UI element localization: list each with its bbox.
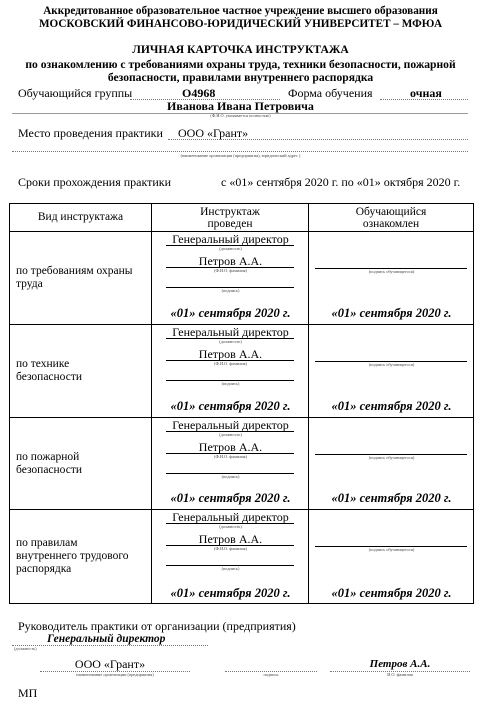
card-subtitle-2: безопасности, правилами внутреннего распорядка (107, 71, 374, 84)
instructor-position: Генеральный директор (172, 325, 289, 339)
signature-caption: (подпись) (221, 566, 240, 571)
conducted-cell (152, 510, 309, 604)
table-row (10, 232, 474, 325)
acquainted-date: «01» сентября 2020 г. (331, 306, 452, 320)
acquainted-cell (309, 325, 474, 418)
acquainted-cell (309, 232, 474, 325)
row-label-line1: по правилам (16, 537, 78, 549)
place-caption: (наименование организации (предприятия), юридический адрес ) (180, 153, 301, 158)
name-caption: (Ф.И.О. указывается полностью) (210, 113, 271, 118)
student-signature-caption: (подпись обучающегося) (368, 269, 415, 274)
supervisor-fio: Петров А.А. (369, 658, 431, 670)
row-type-cell (10, 510, 152, 604)
table-row (10, 418, 474, 510)
position-caption: (должность) (219, 246, 242, 251)
instructor-fio: Петров А.А. (198, 347, 263, 361)
institution-line-1: Аккредитованное образовательное частное учреждение высшего образования (43, 5, 438, 17)
stamp-place: МП (18, 686, 38, 700)
fio-caption: (Ф.И.О. фамилия) (214, 268, 247, 273)
row-type-cell (10, 325, 152, 418)
row-type-cell (10, 418, 152, 510)
student-signature-caption: (подпись обучающегося) (368, 547, 415, 552)
conducted-date: «01» сентября 2020 г. (170, 306, 291, 320)
table-row (10, 325, 474, 418)
row-label-line2: внутреннего трудового (16, 550, 129, 562)
acquainted-cell (309, 510, 474, 604)
instructor-fio: Петров А.А. (198, 254, 263, 268)
place-underline (168, 139, 468, 140)
table-header-row (10, 204, 474, 232)
period-value: с «01» сентября 2020 г. по «01» октября 2020 г. (221, 175, 461, 189)
instruction-table (9, 203, 474, 604)
conducted-cell (152, 232, 309, 325)
conducted-date: «01» сентября 2020 г. (170, 491, 291, 505)
row-label-line1: по технике (16, 358, 70, 370)
row-label-line2: безопасности (16, 371, 83, 383)
row-label-line3: распорядка (16, 563, 72, 575)
fio-caption: (Ф.И.О. фамилия) (214, 361, 247, 366)
student-signature-caption: (подпись обучающегося) (368, 455, 415, 460)
place-label: Место проведения практики (18, 126, 163, 140)
position-caption: (должность) (219, 524, 242, 529)
col-type-label: Вид инструктажа (37, 211, 124, 223)
conducted-cell (152, 325, 309, 418)
acquainted-date: «01» сентября 2020 г. (331, 491, 452, 505)
position-caption: (должность) (219, 432, 242, 437)
supervisor-position: Генеральный директор (47, 633, 166, 645)
col-acquainted-line1: Обучающийся (355, 206, 427, 218)
instructor-fio: Петров А.А. (198, 532, 263, 546)
supervisor-fio-caption: И.О. фамилия (387, 672, 413, 677)
card-subtitle-1: по ознакомлению с требованиями охраны труда, техники безопасности, пожарной (25, 58, 456, 71)
fio-caption: (Ф.И.О. фамилия) (214, 546, 247, 551)
conducted-cell (152, 418, 309, 510)
acquainted-date: «01» сентября 2020 г. (331, 399, 452, 413)
supervisor-org: ООО «Грант» (74, 657, 146, 671)
form-label: Форма обучения (288, 86, 373, 100)
acquainted-cell (309, 418, 474, 510)
conducted-date: «01» сентября 2020 г. (170, 586, 291, 600)
instructor-position: Генеральный директор (172, 232, 289, 246)
student-name: Иванова Ивана Петровича (167, 99, 314, 113)
position-caption: (должность) (219, 339, 242, 344)
row-label-line2: труда (16, 278, 43, 290)
row-label-line1: по требованиям охраны (16, 265, 133, 277)
instructor-position: Генеральный директор (172, 510, 289, 524)
signature-caption: (подпись) (221, 474, 240, 479)
fio-caption: (Ф.И.О. фамилия) (214, 454, 247, 459)
student-group-label: Обучающийся группы (18, 86, 133, 100)
col-acquainted-header (309, 204, 474, 232)
row-label-line2: безопасности (16, 463, 83, 476)
form-value: очная (410, 86, 442, 100)
supervisor-position-line (12, 645, 208, 646)
table-row (10, 510, 474, 604)
supervisor-sign-caption: подпись (263, 672, 279, 677)
institution-line-2: МОСКОВСКИЙ ФИНАНСОВО-ЮРИДИЧЕСКИЙ УНИВЕРСИТЕТ – МФЮА (38, 18, 443, 30)
period-label: Сроки прохождения практики (18, 175, 172, 189)
place-value: ООО «Грант» (178, 126, 249, 140)
signature-caption: (подпись) (221, 288, 240, 293)
signature-caption: (подпись) (221, 381, 240, 386)
col-acquainted-line2: ознакомлен (362, 218, 420, 230)
instructor-position: Генеральный директор (172, 418, 289, 432)
row-type-cell (10, 232, 152, 325)
supervisor-label: Руководитель практики от организации (предприятия) (18, 619, 296, 633)
col-conducted-line2: проведен (207, 218, 253, 230)
supervisor-org-caption: наименование организации (предприятия) (76, 672, 154, 677)
card-title: ЛИЧНАЯ КАРТОЧКА ИНСТРУКТАЖА (132, 43, 349, 56)
row-label-line1: по пожарной (16, 450, 80, 463)
instructor-fio: Петров А.А. (198, 440, 263, 454)
col-conducted-header (152, 204, 309, 232)
col-conducted-line1: Инструктаж (200, 206, 260, 218)
student-group-value: О4968 (182, 86, 216, 100)
acquainted-date: «01» сентября 2020 г. (331, 586, 452, 600)
conducted-date: «01» сентября 2020 г. (170, 399, 291, 413)
col-type-header (10, 204, 152, 232)
place-underline-2 (12, 151, 468, 152)
supervisor-position-caption: (должность) (14, 646, 37, 651)
student-signature-caption: (подпись обучающегося) (368, 362, 415, 367)
